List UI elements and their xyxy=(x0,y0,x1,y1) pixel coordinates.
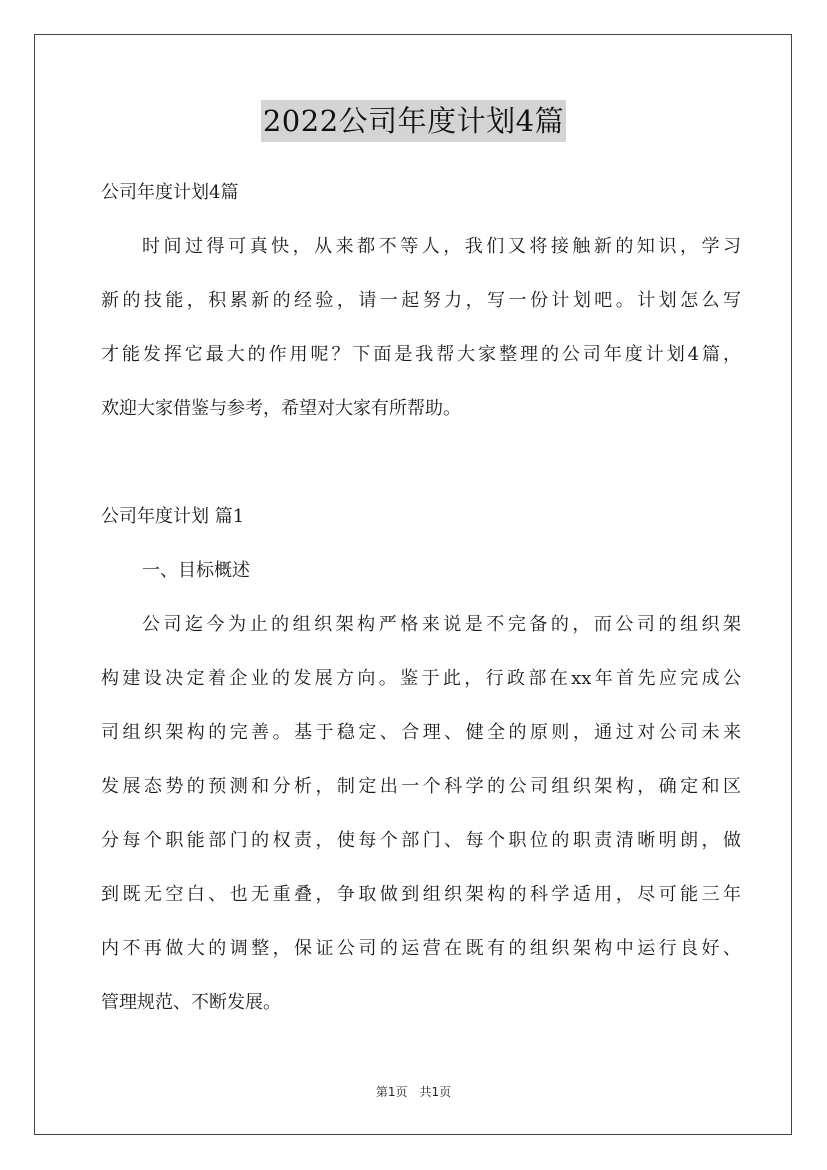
body-line: 构建设决定着企业的发展方向。鉴于此，行政部在xx年首先应完成公 xyxy=(101,668,741,689)
body-line: 司组织架构的完善。基于稳定、合理、健全的原则，通过对公司未来 xyxy=(101,722,741,743)
section-heading: 公司年度计划 篇1 xyxy=(101,506,245,527)
subsection-heading: 一、目标概述 xyxy=(142,560,250,581)
body-line: 分每个职能部门的权责，使每个部门、每个职位的职责清晰明朗，做 xyxy=(101,830,741,851)
body-line: 到既无空白、也无重叠，争取做到组织架构的科学适用，尽可能三年 xyxy=(101,884,741,905)
body-line: 发展态势的预测和分析，制定出一个科学的公司组织架构，确定和区 xyxy=(101,776,741,797)
page-number: 第1页 共1页 xyxy=(375,1085,452,1099)
paragraph-gap xyxy=(101,436,741,490)
intro-line: 新的技能，积累新的经验，请一起努力，写一份计划吧。计划怎么写 xyxy=(101,290,741,311)
title-container xyxy=(0,100,827,142)
intro-line: 时间过得可真快，从来都不等人，我们又将接触新的知识，学习 xyxy=(142,236,741,257)
document-body xyxy=(101,166,741,1030)
document-title: 2022公司年度计划4篇 xyxy=(261,100,566,142)
page-footer xyxy=(0,1083,827,1100)
intro-line: 欢迎大家借鉴与参考，希望对大家有所帮助。 xyxy=(101,398,461,419)
intro-line: 才能发挥它最大的作用呢？下面是我帮大家整理的公司年度计划4篇， xyxy=(101,344,741,365)
body-line: 管理规范、不断发展。 xyxy=(101,992,281,1013)
body-line: 公司迄今为止的组织架构严格来说是不完备的，而公司的组织架 xyxy=(142,614,741,635)
body-line: 内不再做大的调整，保证公司的运营在既有的组织架构中运行良好、 xyxy=(101,938,741,959)
document-subtitle: 公司年度计划4篇 xyxy=(101,182,239,203)
